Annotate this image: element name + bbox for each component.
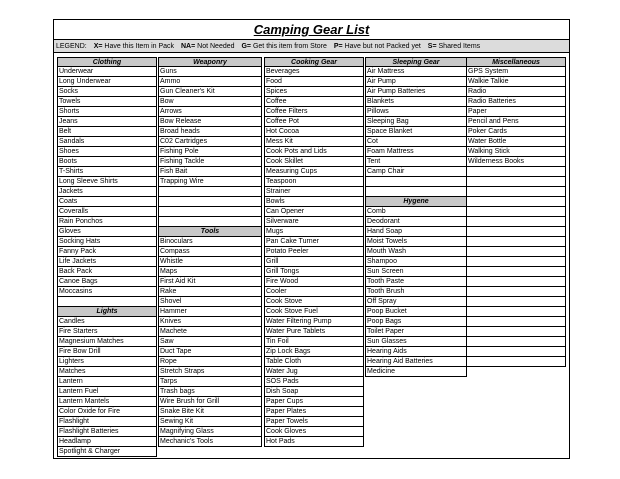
list-item: Sleeping Bag <box>365 117 467 127</box>
list-item: Poker Cards <box>466 127 566 137</box>
list-item: Tooth Brush <box>365 287 467 297</box>
list-item: Cook Gloves <box>264 427 364 437</box>
list-item: GPS System <box>466 67 566 77</box>
legend-code: NA= <box>181 43 196 50</box>
list-item: Hearing Aids <box>365 347 467 357</box>
section-header: Weaponry <box>158 57 262 67</box>
list-item <box>466 267 566 277</box>
list-item: Cot <box>365 137 467 147</box>
list-item: Zip Lock Bags <box>264 347 364 357</box>
weaponry-column <box>158 57 262 447</box>
list-item: Radio <box>466 87 566 97</box>
list-item: Deodorant <box>365 217 467 227</box>
list-item: Fishing Tackle <box>158 157 262 167</box>
list-item: Mess Kit <box>264 137 364 147</box>
list-item: Air Pump Batteries <box>365 87 467 97</box>
list-item: Mugs <box>264 227 364 237</box>
legend-entry <box>181 43 235 50</box>
list-item: Jackets <box>57 187 157 197</box>
list-item: Hand Soap <box>365 227 467 237</box>
legend-text: Have this Item in Pack <box>104 43 175 50</box>
list-item: T-Shirts <box>57 167 157 177</box>
list-item: Hammer <box>158 307 262 317</box>
list-item: Hot Pads <box>264 437 364 447</box>
list-item: Cook Stove <box>264 297 364 307</box>
legend-entry <box>428 43 480 50</box>
list-item: Air Pump <box>365 77 467 87</box>
list-item: Jeans <box>57 117 157 127</box>
list-item: Fire Bow Drill <box>57 347 157 357</box>
list-item: Water Jug <box>264 367 364 377</box>
list-item: Paper Cups <box>264 397 364 407</box>
list-item <box>466 277 566 287</box>
section-header: Cooking Gear <box>264 57 364 67</box>
list-item: Potato Peeler <box>264 247 364 257</box>
list-item <box>466 317 566 327</box>
list-item: Whistle <box>158 257 262 267</box>
list-item: Poop Bucket <box>365 307 467 317</box>
list-item: Food <box>264 77 364 87</box>
list-item: Air Mattress <box>365 67 467 77</box>
list-item: Lantern Mantels <box>57 397 157 407</box>
list-item: Knives <box>158 317 262 327</box>
legend-entry <box>241 43 326 50</box>
list-item: Rain Ponchos <box>57 217 157 227</box>
list-item: Underwear <box>57 67 157 77</box>
section-header: Sleeping Gear <box>365 57 467 67</box>
list-item: Gloves <box>57 227 157 237</box>
list-item: Maps <box>158 267 262 277</box>
list-item: Cook Skillet <box>264 157 364 167</box>
list-item <box>466 337 566 347</box>
list-item <box>466 177 566 187</box>
list-item: Space Blanket <box>365 127 467 137</box>
list-item: Flashlight <box>57 417 157 427</box>
list-item: Grill <box>264 257 364 267</box>
list-item: Paper <box>466 107 566 117</box>
legend-text: Have but not Packed yet <box>344 43 421 50</box>
list-item <box>365 187 467 197</box>
list-item: Silverware <box>264 217 364 227</box>
cooking-gear-column <box>264 57 364 447</box>
list-item: Guns <box>158 67 262 77</box>
list-item <box>466 247 566 257</box>
list-item: Grill Tongs <box>264 267 364 277</box>
list-item: Walking Stick <box>466 147 566 157</box>
list-item: Beverages <box>264 67 364 77</box>
list-item: Shovel <box>158 297 262 307</box>
list-item: Spotlight & Charger <box>57 447 157 457</box>
list-item <box>158 187 262 197</box>
list-item: Camp Chair <box>365 167 467 177</box>
list-item: Tent <box>365 157 467 167</box>
clothing-column <box>57 57 157 457</box>
list-item: Canoe Bags <box>57 277 157 287</box>
list-item: Sewing Kit <box>158 417 262 427</box>
list-item: SOS Pads <box>264 377 364 387</box>
list-item <box>466 217 566 227</box>
list-item: Trapping Wire <box>158 177 262 187</box>
list-item: Sun Screen <box>365 267 467 277</box>
list-item <box>466 347 566 357</box>
list-item: Candles <box>57 317 157 327</box>
list-item: C02 Cartridges <box>158 137 262 147</box>
page-title: Camping Gear List <box>253 22 370 37</box>
list-item: Socks <box>57 87 157 97</box>
list-item: Shorts <box>57 107 157 117</box>
list-item: Belt <box>57 127 157 137</box>
list-item <box>466 207 566 217</box>
list-item: Strainer <box>264 187 364 197</box>
section-header: Clothing <box>57 57 157 67</box>
list-item <box>158 217 262 227</box>
list-item: Fire Wood <box>264 277 364 287</box>
list-item: Coats <box>57 197 157 207</box>
gear-list-sheet <box>53 19 570 459</box>
list-item <box>466 297 566 307</box>
list-item: Paper Plates <box>264 407 364 417</box>
list-item: Cooler <box>264 287 364 297</box>
list-item: Bowls <box>264 197 364 207</box>
list-item: Stretch Straps <box>158 367 262 377</box>
legend-text: Not Needed <box>197 43 235 50</box>
list-item <box>466 257 566 267</box>
legend-text: Get this item from Store <box>252 43 327 50</box>
list-item: Color Oxide for Fire <box>57 407 157 417</box>
list-item: Pencil and Pens <box>466 117 566 127</box>
list-item: Socking Hats <box>57 237 157 247</box>
list-item: First Aid Kit <box>158 277 262 287</box>
miscellaneous-column <box>466 57 566 367</box>
list-item <box>466 237 566 247</box>
list-item: Moccasins <box>57 287 157 297</box>
list-item: Coveralls <box>57 207 157 217</box>
list-item: Wire Brush for Grill <box>158 397 262 407</box>
list-item: Comb <box>365 207 467 217</box>
list-item: Lighters <box>57 357 157 367</box>
list-item: Fish Bait <box>158 167 262 177</box>
list-item: Magnesium Matches <box>57 337 157 347</box>
list-item: Back Pack <box>57 267 157 277</box>
list-item: Water Filtering Pump <box>264 317 364 327</box>
list-item: Matches <box>57 367 157 377</box>
list-item: Flashlight Batteries <box>57 427 157 437</box>
list-item: Machete <box>158 327 262 337</box>
list-item <box>466 187 566 197</box>
list-item <box>466 197 566 207</box>
list-item <box>466 227 566 237</box>
list-item: Hearing Aid Batteries <box>365 357 467 367</box>
list-item: Compass <box>158 247 262 257</box>
list-item: Boots <box>57 157 157 167</box>
section-header: Lights <box>57 307 157 317</box>
legend-code: P= <box>333 43 343 50</box>
list-item: Snake Bite Kit <box>158 407 262 417</box>
list-item <box>158 197 262 207</box>
list-item: Cook Stove Fuel <box>264 307 364 317</box>
list-item: Off Spray <box>365 297 467 307</box>
sleeping-gear-column <box>365 57 467 377</box>
section-header: Hygene <box>365 197 467 207</box>
list-item: Gun Cleaner's Kit <box>158 87 262 97</box>
legend-code: S= <box>427 43 437 50</box>
list-item: Water Bottle <box>466 137 566 147</box>
list-item: Sun Glasses <box>365 337 467 347</box>
list-item: Bow <box>158 97 262 107</box>
list-item: Towels <box>57 97 157 107</box>
section-header: Miscellaneous <box>466 57 566 67</box>
list-item: Headlamp <box>57 437 157 447</box>
list-item: Foam Mattress <box>365 147 467 157</box>
list-item <box>466 287 566 297</box>
list-item: Coffee Filters <box>264 107 364 117</box>
list-item: Binoculars <box>158 237 262 247</box>
list-item: Rake <box>158 287 262 297</box>
legend-entry <box>334 43 421 50</box>
list-item: Blankets <box>365 97 467 107</box>
list-item: Tin Foil <box>264 337 364 347</box>
list-item: Medicine <box>365 367 467 377</box>
list-item: Life Jackets <box>57 257 157 267</box>
list-item: Can Opener <box>264 207 364 217</box>
list-item: Long Underwear <box>57 77 157 87</box>
list-item: Spices <box>264 87 364 97</box>
list-item: Moist Towels <box>365 237 467 247</box>
list-item: Walkie Talkie <box>466 77 566 87</box>
list-item: Table Cloth <box>264 357 364 367</box>
list-item: Sandals <box>57 137 157 147</box>
list-item: Broad heads <box>158 127 262 137</box>
list-item: Lantern <box>57 377 157 387</box>
list-item: Fanny Pack <box>57 247 157 257</box>
list-item: Poop Bags <box>365 317 467 327</box>
list-item: Toilet Paper <box>365 327 467 337</box>
list-item: Tarps <box>158 377 262 387</box>
list-item: Saw <box>158 337 262 347</box>
list-item: Trash bags <box>158 387 262 397</box>
list-item <box>466 327 566 337</box>
legend-entry <box>94 43 174 50</box>
list-item: Rope <box>158 357 262 367</box>
list-item: Hot Cocoa <box>264 127 364 137</box>
list-item: Cook Pots and Lids <box>264 147 364 157</box>
list-item: Mouth Wash <box>365 247 467 257</box>
list-item: Shampoo <box>365 257 467 267</box>
list-item <box>365 177 467 187</box>
legend-label: LEGEND: <box>56 43 87 50</box>
list-item: Pan Cake Turner <box>264 237 364 247</box>
legend-code: G= <box>241 43 252 50</box>
legend-text: Shared Items <box>438 43 481 50</box>
list-item <box>466 357 566 367</box>
list-item: Long Sleeve Shirts <box>57 177 157 187</box>
list-item: Lantern Fuel <box>57 387 157 397</box>
list-item: Fire Starters <box>57 327 157 337</box>
list-item: Mechanic's Tools <box>158 437 262 447</box>
list-item: Coffee Pot <box>264 117 364 127</box>
list-item: Water Pure Tablets <box>264 327 364 337</box>
list-item <box>57 297 157 307</box>
list-item: Magnifying Glass <box>158 427 262 437</box>
list-item: Coffee <box>264 97 364 107</box>
list-item: Teaspoon <box>264 177 364 187</box>
list-item <box>466 307 566 317</box>
list-item: Shoes <box>57 147 157 157</box>
legend-bar <box>54 39 569 53</box>
list-item: Arrows <box>158 107 262 117</box>
list-item: Dish Soap <box>264 387 364 397</box>
list-item: Paper Towels <box>264 417 364 427</box>
list-item: Radio Batteries <box>466 97 566 107</box>
list-item: Tooth Paste <box>365 277 467 287</box>
legend-code: X= <box>93 43 103 50</box>
list-item: Bow Release <box>158 117 262 127</box>
section-header: Tools <box>158 227 262 237</box>
list-item: Measuring Cups <box>264 167 364 177</box>
list-item: Fishing Pole <box>158 147 262 157</box>
list-item: Wilderness Books <box>466 157 566 167</box>
list-item <box>466 167 566 177</box>
list-item: Ammo <box>158 77 262 87</box>
list-item <box>158 207 262 217</box>
list-item: Pillows <box>365 107 467 117</box>
list-item: Duct Tape <box>158 347 262 357</box>
